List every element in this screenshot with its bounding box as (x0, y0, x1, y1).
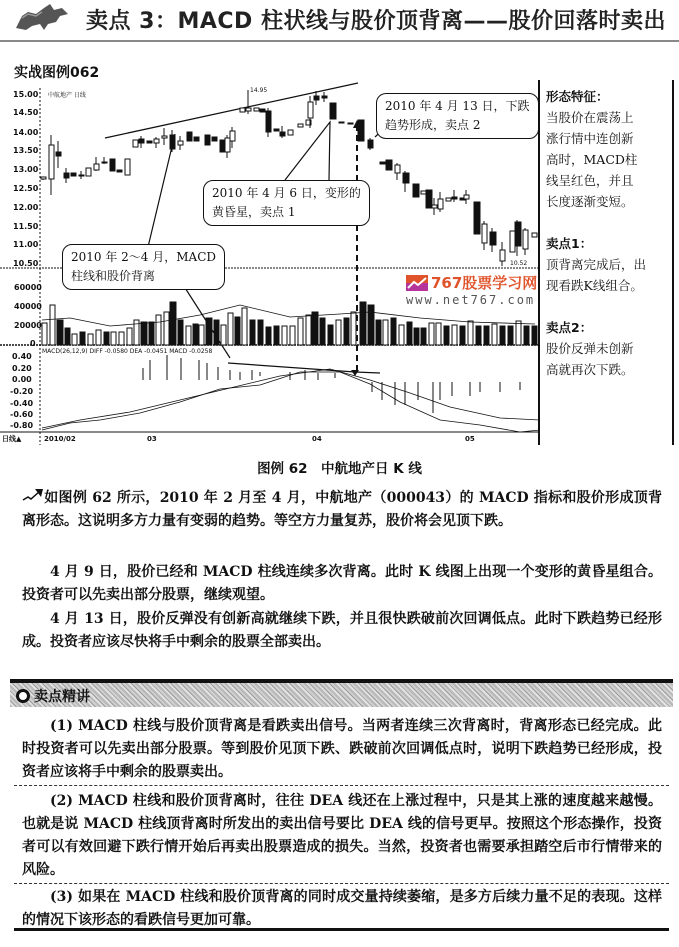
svg-text:13.00: 13.00 (13, 165, 39, 174)
page-header (0, 0, 679, 40)
svg-text:14.50: 14.50 (13, 108, 39, 117)
svg-text:2010/02: 2010/02 (44, 435, 76, 443)
svg-text:20000: 20000 (14, 321, 42, 330)
svg-text:11.00: 11.00 (13, 240, 39, 249)
svg-text:12.00: 12.00 (13, 203, 39, 212)
svg-text:14.00: 14.00 (13, 128, 39, 137)
paragraph-3: 4 月 13 日，股价反弹没有创新高就继续下跌，并且很快跌破前次回调低点。此时下跌趋势已经形成。投资者应该尽快将手中剩余的股票全部卖出。 (22, 611, 662, 650)
svg-text:0: 0 (30, 339, 36, 348)
svg-text:0.20: 0.20 (12, 364, 32, 373)
header-divider (0, 40, 679, 42)
watermark: 767股票学习网 www.net767.com (406, 274, 538, 307)
section-header: 卖点精讲 (10, 679, 673, 707)
svg-text:04: 04 (312, 435, 322, 443)
svg-text:60000: 60000 (14, 283, 42, 292)
svg-text:-0.20: -0.20 (10, 387, 34, 396)
svg-text:14.95: 14.95 (250, 87, 268, 94)
divider (14, 883, 669, 884)
paragraph-2: 4 月 9 日，股价已经和 MACD 柱线连续多次背离。此时 K 线图上出现一个变形的黄昏星组合。投资者可以先卖出部分股票，继续观望。 (22, 564, 662, 603)
svg-text:11.50: 11.50 (13, 222, 39, 231)
callout-sell-point-1: 2010 年 4 月 6 日，变形的 黄昏星，卖点 1 (203, 180, 370, 226)
divider (14, 785, 669, 786)
svg-text:10.50: 10.50 (13, 259, 39, 268)
figure-caption: 图例 62 中航地产日 K 线 (257, 461, 422, 477)
section-item-1: (1) MACD 柱线与股价顶背离是看跌卖出信号。当两者连续三次背离时，背离形态已经完成。此时投资者可以先卖出部分股票。等到股价见顶下跌、跌破前次回调低点时，说明下跌趋势已经形成，投资者应该将手中剩余的股票卖出。 (22, 718, 662, 780)
svg-text:13.50: 13.50 (13, 146, 39, 155)
callout-sell-point-2: 2010 年 4 月 13 日，下跌 趋势形成，卖点 2 (376, 93, 539, 139)
circle-bullet-icon (16, 689, 30, 703)
svg-text:-0.80: -0.80 (10, 421, 34, 430)
svg-text:05: 05 (465, 435, 475, 443)
svg-text:-0.40: -0.40 (10, 399, 34, 408)
bottom-rule (14, 928, 669, 931)
svg-text:15.00: 15.00 (13, 90, 39, 99)
paragraph-1: 如图例 62 所示，2010 年 2 月至 4 月，中航地产（000043）的 MACD 指标和股价形成顶背离形态。这说明多方力量有变弱的趋势。等空方力量复苏，股价将会见顶下跌。 (22, 490, 662, 529)
figure-label: 实战图例062 (14, 65, 100, 81)
svg-text:12.50: 12.50 (13, 184, 39, 193)
svg-text:0.40: 0.40 (12, 352, 32, 361)
svg-text:MACD(26,12,9) DIFF -0.0580 DEA: MACD(26,12,9) DIFF -0.0580 DEA -0.0451 MACD -0.0258 (42, 348, 213, 355)
svg-text:0.00: 0.00 (12, 375, 32, 384)
svg-text:40000: 40000 (14, 302, 42, 311)
watermark-logo-icon (406, 275, 428, 291)
page-title: 卖点 3：MACD 柱状线与股价顶背离——股价回落时卖出 (86, 9, 666, 34)
sell-point-2-title: 卖点2： (546, 320, 593, 335)
pattern-sidebar: 形态特征： 当股价在震荡上 涨行情中连创新 高时，MACD柱 线呈红色，并且 长度逐渐变短。 卖点1： 顶背离完成后，出 现看跌K线组合。 卖点2： 股价反弹未创新 高就再次下跌。 (538, 80, 674, 445)
svg-text:10.52: 10.52 (510, 260, 528, 267)
feature-title: 形态特征： (546, 89, 609, 104)
svg-text:中航地产 日线: 中航地产 日线 (48, 92, 86, 99)
arrow-icon (22, 488, 44, 502)
section-item-2: (2) MACD 柱线和股价顶背离时，往往 DEA 线还在上涨过程中，只是其上涨的速度越来越慢。也就是说 MACD 柱线顶背离时所发出的卖出信号要比 DEA 线的信号更早。按照这个形态操作，投资者可以有效回避下跌行情开始后再卖出股票造成的损失。当然，投资者也需要承担踏空后市行情带来的风险。 (22, 793, 662, 878)
section-item-3: (3) 如果在 MACD 柱线和股价顶背离的同时成交量持续萎缩，是多方后续力量不足的表现。这样的情况下该形态的看跌信号更加可靠。 (22, 889, 662, 928)
sell-point-1-title: 卖点1： (546, 236, 593, 251)
svg-text:03: 03 (147, 435, 157, 443)
svg-text:日线▲: 日线▲ (2, 435, 22, 443)
callout-divergence: 2010 年 2～4 月，MACD 柱线和股价背离 (62, 244, 225, 290)
svg-text:-0.60: -0.60 (10, 410, 34, 419)
bull-icon (14, 2, 70, 32)
